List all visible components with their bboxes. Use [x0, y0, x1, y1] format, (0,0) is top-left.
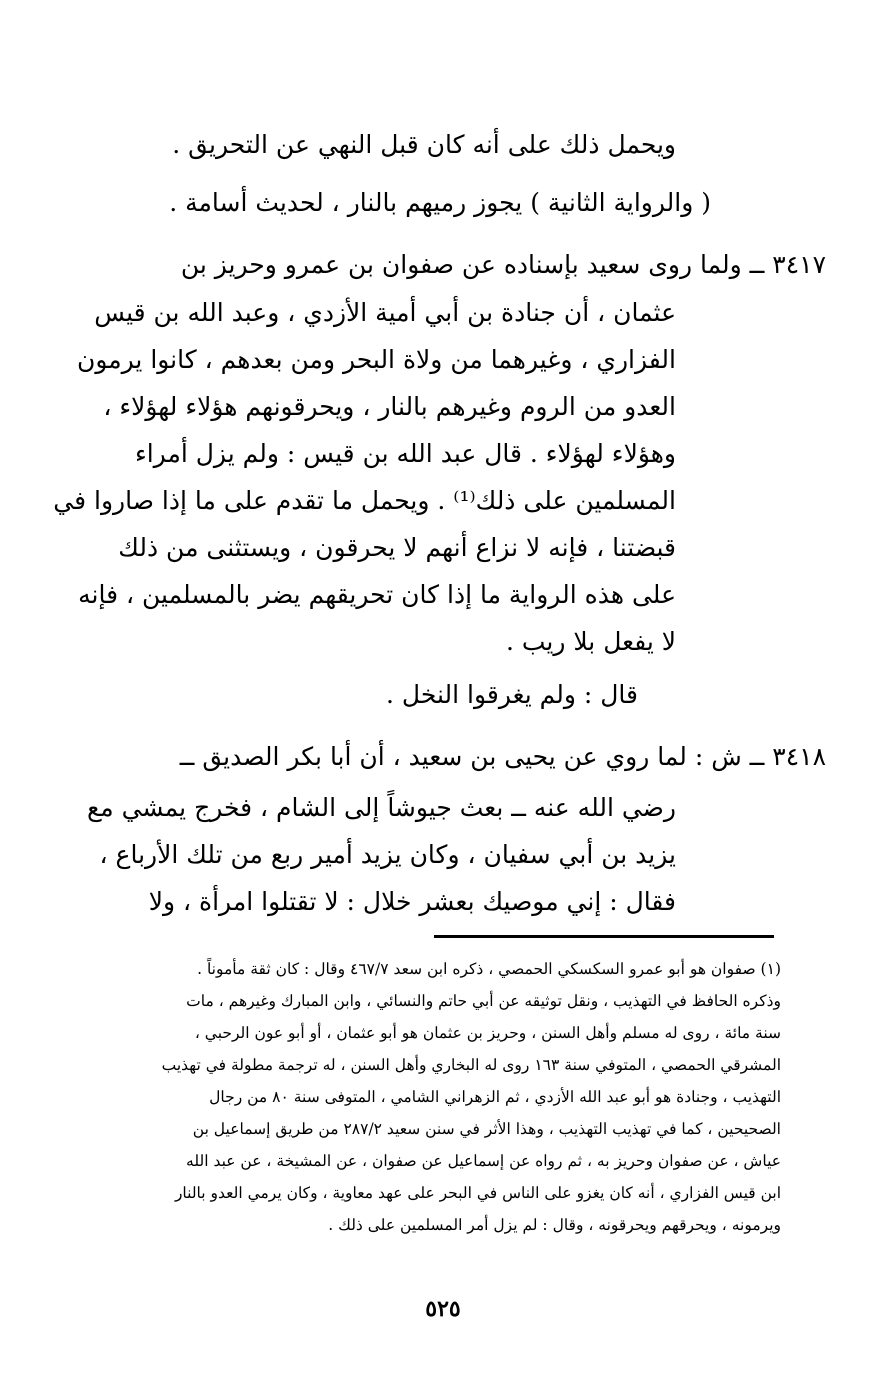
main-text-line: فقال : إني موصيك بعشر خلال : لا تقتلوا امرأة ، ولا [148, 887, 676, 916]
footnote-separator [434, 935, 774, 938]
main-text-line: ويحمل ذلك على أنه كان قبل النهي عن التحريق . [172, 130, 676, 159]
page-number: ٥٢٥ [425, 1296, 461, 1322]
footnote-line: الصحيحين ، كما في تهذيب التهذيب ، وهذا الأثر في سنن سعيد ٢٨٧/٢ من طريق إسماعيل بن [192, 1120, 781, 1138]
main-text-line: العدو من الروم وغيرهم بالنار ، ويحرقونهم هؤلاء لهؤلاء ، [103, 392, 676, 421]
main-text-line: على هذه الرواية ما إذا كان تحريقهم يضر بالمسلمين ، فإنه [78, 580, 676, 609]
footnote-line: المشرقي الحمصي ، المتوفي سنة ١٦٣ روى له البخاري وأهل السنن ، له ترجمة مطولة في تهذيب [161, 1056, 781, 1074]
main-text-line: عثمان ، أن جنادة بن أبي أمية الأزدي ، وعبد الله بن قيس [94, 298, 676, 327]
main-text-line: الفزاري ، وغيرهما من ولاة البحر ومن بعدهم ، كانوا يرمون [76, 345, 676, 374]
footnote-line: ويرمونه ، ويحرقهم ويحرقونه ، وقال : لم يزل أمر المسلمين على ذلك . [328, 1216, 781, 1234]
main-text-line: لا يفعل بلا ريب . [505, 627, 676, 656]
main-text-line: ٣٤١٧ ــ ولما روى سعيد بإسناده عن صفوان بن عمرو وحريز بن [180, 250, 826, 279]
footnote-line: (١) صفوان هو أبو عمرو السكسكي الحمصي ، ذكره ابن سعد ٤٦٧/٧ وقال : كان ثقة مأموناً . [197, 960, 781, 978]
footnote-line: سنة مائة ، روى له مسلم وأهل السنن ، وحريز بن عثمان هو أبو عثمان ، أو أبو عون الرحبي ، [194, 1024, 781, 1042]
footnote-line: عياش ، عن صفوان وحريز به ، ثم رواه عن إسماعيل عن صفوان ، عن المشيخة ، عن عبد الله [186, 1152, 781, 1170]
footnote-line: التهذيب ، وجنادة هو أبو عبد الله الأزدي ، ثم الزهراني الشامي ، المتوفى سنة ٨٠ من رجال [209, 1088, 781, 1106]
main-text-line: وهؤلاء لهؤلاء . قال عبد الله بن قيس : ولم يزل أمراء [134, 439, 676, 468]
main-text-line: قال : ولم يغرقوا النخل . [386, 680, 638, 709]
main-text-line: المسلمين على ذلك⁽¹⁾ . ويحمل ما تقدم على ما إذا صاروا في [53, 486, 676, 515]
main-text-line: ( والرواية الثانية ) يجوز رميهم بالنار ، لحديث أسامة . [169, 188, 711, 217]
main-text-line: ٣٤١٨ ــ ش : لما روي عن يحيى بن سعيد ، أن أبا بكر الصديق ــ [179, 742, 826, 771]
main-text-line: رضي الله عنه ــ بعث جيوشاً إلى الشام ، فخرج يمشي مع [86, 793, 676, 822]
footnote-line: وذكره الحافظ في التهذيب ، ونقل توثيقه عن أبي حاتم والنسائي ، وابن المبارك وغيرهم ، مات [186, 992, 781, 1010]
footnote-line: ابن قيس الفزاري ، أنه كان يغزو على الناس في البحر على عهد معاوية ، وكان يرمي العدو بالنار [174, 1184, 781, 1202]
main-text-line: يزيد بن أبي سفيان ، وكان يزيد أمير ربع من تلك الأرباع ، [99, 840, 676, 869]
main-text-line: قبضتنا ، فإنه لا نزاع أنهم لا يحرقون ، ويستثنى من ذلك [118, 533, 676, 562]
